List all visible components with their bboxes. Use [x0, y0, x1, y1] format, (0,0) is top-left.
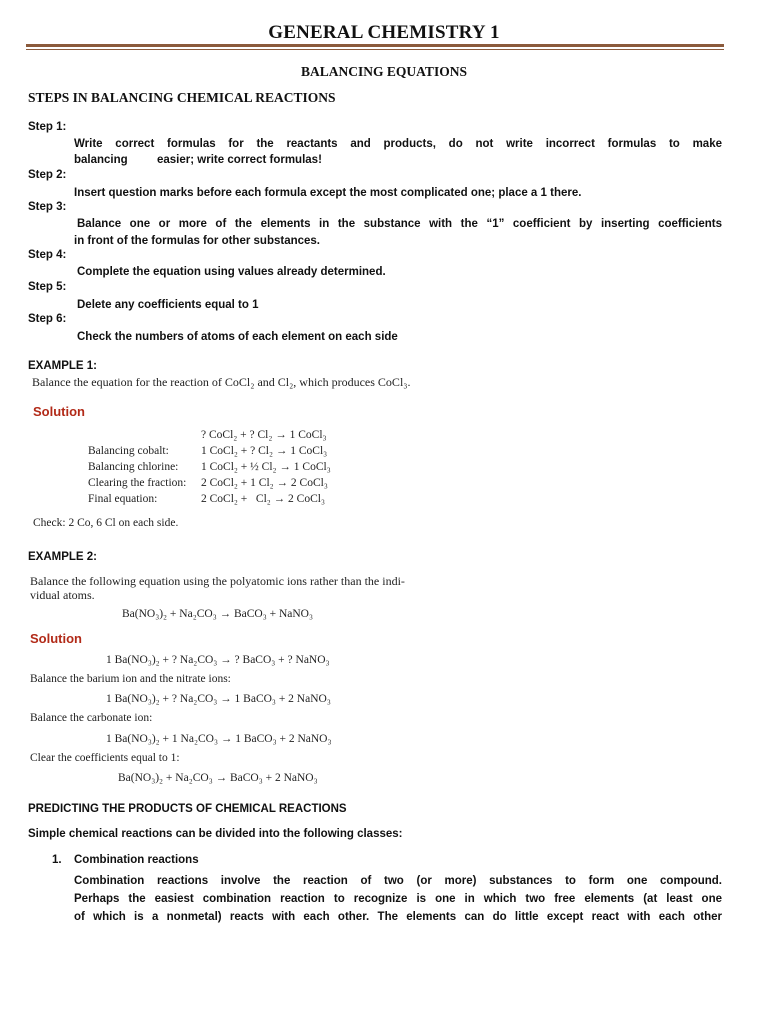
step-1-text-line1: Write correct formulas for the reactants and products, do not write incorrect formulas to make — [74, 138, 722, 150]
section-subtitle: BALANCING EQUATIONS — [301, 64, 467, 79]
example-1-eq-0: ? CoCl₂ + ? Cl₂ → 1 CoCl₃ — [201, 429, 327, 441]
example-1-label-2: Balancing chlorine: — [88, 461, 179, 473]
example-1-check: Check: 2 Co, 6 Cl on each side. — [33, 517, 179, 529]
step-6-label: Step 6: — [28, 313, 67, 325]
example-2-eq3: 1 Ba(NO₃)₂ + 1 Na₂CO₃ → 1 BaCO₃ + 2 NaNO₃ — [106, 733, 332, 745]
predicting-intro: Simple chemical reactions can be divided into the following classes: — [28, 828, 403, 840]
example-1-label: EXAMPLE 1: — [28, 360, 98, 372]
title-rule-thin — [26, 49, 724, 50]
step-5-text: Delete any coefficients equal to 1 — [77, 299, 259, 311]
steps-heading: STEPS IN BALANCING CHEMICAL REACTIONS — [28, 90, 336, 105]
example-1-eq-2: 1 CoCl₂ + ½ Cl₂ → 1 CoCl₃ — [201, 461, 331, 473]
list-item-title: Combination reactions — [74, 854, 199, 866]
step-3-text-line1: Balance one or more of the elements in the substance with the “1” coefficient by inserting coefficients — [77, 218, 722, 230]
example-1-eq-4: 2 CoCl₂ + Cl₂ → 2 CoCl₃ — [201, 493, 325, 505]
step-2-text: Insert question marks before each formula except the most complicated one; place a 1 there. — [74, 187, 582, 199]
step-3-text-line2: in front of the formulas for other substances. — [74, 235, 320, 247]
example-1-label-3: Clearing the fraction: — [88, 477, 187, 489]
example-1-prompt: Balance the equation for the reaction of CoCl₂ and Cl₂, which produces CoCl₃. — [32, 375, 411, 389]
example-2-prompt-line2: vidual atoms. — [30, 588, 95, 602]
page-title: GENERAL CHEMISTRY 1 — [268, 22, 500, 43]
example-2-eq1: 1 Ba(NO₃)₂ + ? Na₂CO₃ → ? BaCO₃ + ? NaNO₃ — [106, 654, 330, 666]
paragraph-line3: of which is a nonmetal) reacts with each other. The elements can do little except react with each other — [74, 911, 722, 923]
example-1-label-4: Final equation: — [88, 493, 158, 505]
example-2-eq2: 1 Ba(NO₃)₂ + ? Na₂CO₃ → 1 BaCO₃ + 2 NaNO₃ — [106, 693, 331, 705]
step-4-label: Step 4: — [28, 249, 67, 261]
step-6-text: Check the numbers of atoms of each element on each side — [77, 331, 398, 343]
step-5-label: Step 5: — [28, 281, 67, 293]
step-2-label: Step 2: — [28, 169, 67, 181]
example-2-solution-label: Solution — [30, 631, 82, 646]
list-item-number: 1. — [52, 854, 62, 866]
example-2-label: EXAMPLE 2: — [28, 551, 98, 563]
example-2-eq4: Ba(NO₃)₂ + Na₂CO₃ → BaCO₃ + 2 NaNO₃ — [118, 772, 318, 784]
example-2-given-equation: Ba(NO₃)₂ + Na₂CO₃ → BaCO₃ + NaNO₃ — [122, 608, 313, 620]
step-3-label: Step 3: — [28, 201, 67, 213]
example-1-solution-label: Solution — [33, 404, 85, 419]
title-rule — [26, 44, 724, 47]
paragraph-line1: Combination reactions involve the reaction of two (or more) substances to form one compound. — [74, 875, 722, 887]
example-1-label-1: Balancing cobalt: — [88, 445, 169, 457]
step-1-text-line2a: balancing — [74, 154, 128, 166]
paragraph-line2: Perhaps the easiest combination reaction to recognize is one in which two free elements (at least one — [74, 893, 722, 905]
example-2-prompt-line1: Balance the following equation using the polyatomic ions rather than the indi- — [30, 574, 405, 588]
example-2-text4: Clear the coefficients equal to 1: — [30, 752, 180, 764]
step-1-label: Step 1: — [28, 121, 67, 133]
step-1-text-line2b: easier; write correct formulas! — [157, 154, 322, 166]
example-1-eq-1: 1 CoCl₂ + ? Cl₂ → 1 CoCl₃ — [201, 445, 328, 457]
predicting-heading: PREDICTING THE PRODUCTS OF CHEMICAL REACTIONS — [28, 803, 347, 815]
example-2-text2: Balance the barium ion and the nitrate ions: — [30, 673, 231, 685]
step-4-text: Complete the equation using values already determined. — [77, 266, 386, 278]
example-2-text3: Balance the carbonate ion: — [30, 712, 153, 724]
example-1-eq-3: 2 CoCl₂ + 1 Cl₂ → 2 CoCl₃ — [201, 477, 328, 489]
